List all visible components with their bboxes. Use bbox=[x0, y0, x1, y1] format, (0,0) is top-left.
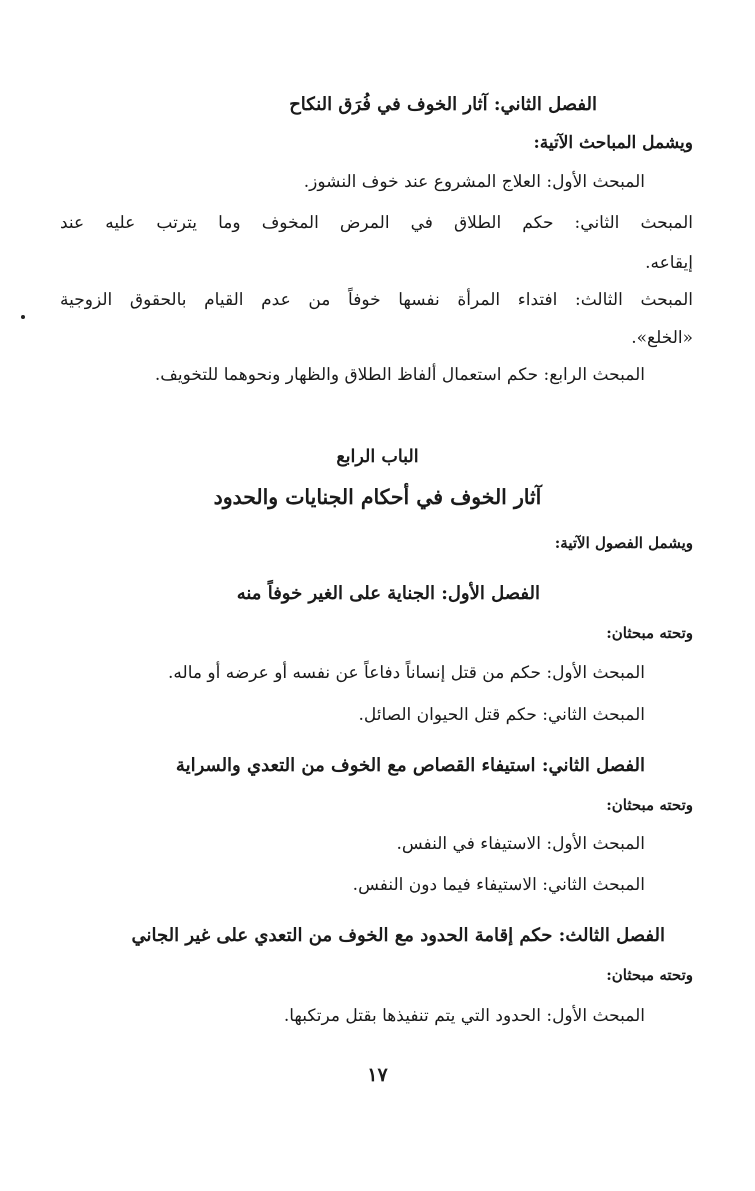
list-item: المبحث الأول: الاستيفاء في النفس. bbox=[396, 834, 645, 854]
stray-dot-mark bbox=[21, 315, 25, 319]
list-item-continuation: إيقاعه. bbox=[645, 253, 693, 273]
list-item: المبحث الأول: العلاج المشروع عند خوف النشوز. bbox=[303, 172, 645, 192]
list-item: المبحث الثاني: الاستيفاء فيما دون النفس. bbox=[352, 875, 645, 895]
chapter-intro: وتحته مبحثان: bbox=[606, 624, 693, 642]
list-item: المبحث الثالث: افتداء المرأة نفسها خوفاً من عدم القيام بالحقوق الزوجية bbox=[60, 290, 693, 310]
part-intro: ويشمل الفصول الآتية: bbox=[554, 534, 693, 552]
chapter-intro: وتحته مبحثان: bbox=[606, 966, 693, 984]
list-item: المبحث الثاني: حكم قتل الحيوان الصائل. bbox=[358, 705, 645, 725]
chapter-heading: الفصل الثالث: حكم إقامة الحدود مع الخوف من التعدي على غير الجاني bbox=[131, 925, 665, 946]
list-item: المبحث الرابع: حكم استعمال ألفاظ الطلاق والظهار ونحوهما للتخويف. bbox=[154, 365, 645, 385]
list-item: المبحث الأول: الحدود التي يتم تنفيذها بقتل مرتكبها. bbox=[283, 1006, 645, 1026]
chapter-heading: الفصل الأول: الجناية على الغير خوفاً منه bbox=[236, 583, 540, 604]
chapter-intro: ويشمل المباحث الآتية: bbox=[533, 133, 693, 153]
list-item: المبحث الثاني: حكم الطلاق في المرض المخوف وما يترتب عليه عند bbox=[60, 213, 693, 233]
part-title: الباب الرابع bbox=[336, 447, 419, 467]
part-subtitle: آثار الخوف في أحكام الجنايات والحدود bbox=[213, 485, 542, 509]
list-item: المبحث الأول: حكم من قتل إنساناً دفاعاً عن نفسه أو عرضه أو ماله. bbox=[168, 663, 645, 683]
chapter-heading: الفصل الثاني: استيفاء القصاص مع الخوف من التعدي والسراية bbox=[175, 755, 645, 776]
chapter-heading: الفصل الثاني: آثار الخوف في فُرَق النكاح bbox=[289, 94, 597, 115]
list-item-continuation: «الخلع». bbox=[631, 328, 693, 348]
page-number: ١٧ bbox=[367, 1064, 388, 1086]
chapter-intro: وتحته مبحثان: bbox=[606, 796, 693, 814]
